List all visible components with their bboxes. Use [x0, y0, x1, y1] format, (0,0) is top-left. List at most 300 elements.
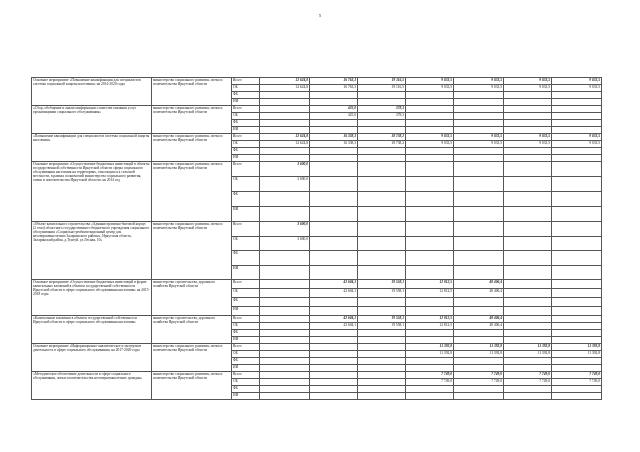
amount-cell — [260, 99, 310, 106]
amount-cell: 12 624,8 — [260, 141, 310, 148]
amount-cell — [260, 207, 310, 222]
measure-description: «Методическое обеспечение деятельности в сфере социального обслуживания, опеки и попечительства несовершеннолетних граждан» — [32, 372, 152, 400]
amount-cell — [310, 393, 358, 400]
amount-cell — [552, 323, 602, 330]
amount-cell — [310, 127, 358, 134]
amount-cell — [454, 337, 504, 344]
amount-cell — [358, 251, 406, 266]
amount-cell — [504, 120, 552, 127]
funding-source: ИИ — [232, 155, 260, 162]
amount-cell — [358, 222, 406, 237]
executor-cell: министерство социального развития, опеки и попечительства Иркутской области — [152, 106, 232, 134]
amount-cell — [406, 192, 454, 207]
executor-cell: министерство социального развития, опеки и попечительства Иркутской области — [152, 222, 232, 280]
funding-source: Всего — [232, 316, 260, 323]
amount-cell — [310, 207, 358, 222]
amount-cell — [552, 337, 602, 344]
amount-cell: 12 624,8 — [260, 134, 310, 141]
funding-source: ОБ — [232, 141, 260, 148]
amount-cell — [406, 127, 454, 134]
amount-cell — [358, 358, 406, 365]
amount-cell — [504, 236, 552, 251]
amount-cell — [454, 162, 504, 177]
amount-cell — [358, 298, 406, 307]
amount-cell: 12 624,8 — [260, 78, 310, 85]
amount-cell: 378,3 — [358, 106, 406, 113]
amount-cell — [260, 113, 310, 120]
amount-cell — [454, 99, 504, 106]
amount-cell — [310, 344, 358, 351]
amount-cell: 48 406,4 — [454, 316, 504, 323]
amount-cell — [504, 358, 552, 365]
amount-cell — [454, 307, 504, 316]
funding-source: ИИ — [232, 99, 260, 106]
amount-cell — [310, 386, 358, 393]
amount-cell: 16 338,3 — [310, 141, 358, 148]
funding-source: Всего — [232, 280, 260, 289]
amount-cell — [552, 177, 602, 192]
amount-cell — [552, 307, 602, 316]
measure-description: «Объект капитального строительства «Административно-бытовой корпус (2 этап) областного государственного бюджетного учреждения социального обслуживания «Социально-реабилитационный центр для несовершеннолетних Заларинского района», Иркутская область, Заларинский район, д.Тунгуй, ул.Лесная, 10» — [32, 222, 152, 280]
amount-cell — [260, 106, 310, 113]
amount-cell — [504, 148, 552, 155]
measure-description: «Повышение квалификации для специалистов системы социальной защиты населения» — [32, 134, 152, 162]
amount-cell — [454, 120, 504, 127]
amount-cell — [310, 120, 358, 127]
funding-source: Всего — [232, 78, 260, 85]
amount-cell: 3 600,0 — [260, 222, 310, 237]
amount-cell — [552, 99, 602, 106]
amount-cell — [454, 192, 504, 207]
amount-cell — [260, 344, 310, 351]
amount-cell — [504, 298, 552, 307]
funding-source: ИИ — [232, 365, 260, 372]
amount-cell — [552, 358, 602, 365]
amount-cell — [552, 298, 602, 307]
amount-cell: 9 033,5 — [406, 141, 454, 148]
amount-cell — [406, 113, 454, 120]
amount-cell: 12 624,8 — [260, 85, 310, 92]
amount-cell — [406, 207, 454, 222]
amount-cell: 12 812,5 — [406, 323, 454, 330]
amount-cell — [504, 251, 552, 266]
amount-cell: 19 558,1 — [358, 316, 406, 323]
amount-cell: 19 558,1 — [358, 280, 406, 289]
amount-cell — [552, 280, 602, 289]
amount-cell: 9 033,5 — [552, 78, 602, 85]
amount-cell — [454, 236, 504, 251]
amount-cell — [454, 222, 504, 237]
amount-cell: 7 749,0 — [406, 379, 454, 386]
amount-cell — [406, 236, 454, 251]
amount-cell — [552, 330, 602, 337]
amount-cell: 9 033,5 — [454, 78, 504, 85]
amount-cell — [552, 316, 602, 323]
amount-cell — [310, 298, 358, 307]
funding-source: Всего — [232, 134, 260, 141]
amount-cell — [260, 155, 310, 162]
amount-cell — [504, 113, 552, 120]
amount-cell: 7 749,0 — [504, 379, 552, 386]
amount-cell — [406, 99, 454, 106]
amount-cell — [260, 280, 310, 289]
amount-cell: 425,0 — [310, 106, 358, 113]
funding-source: ИИ — [232, 127, 260, 134]
amount-cell — [504, 99, 552, 106]
amount-cell — [406, 120, 454, 127]
amount-cell — [358, 379, 406, 386]
amount-cell — [310, 162, 358, 177]
amount-cell: 3 600,0 — [260, 236, 310, 251]
table-row — [32, 280, 602, 289]
amount-cell — [358, 148, 406, 155]
amount-cell — [260, 393, 310, 400]
amount-cell — [454, 155, 504, 162]
funding-source: ФБ — [232, 386, 260, 393]
amount-cell — [552, 386, 602, 393]
amount-cell: 11 392,8 — [454, 344, 504, 351]
amount-cell: 9 033,5 — [552, 85, 602, 92]
executor-cell: министерство социального развития, опеки и попечительства Иркутской области — [152, 162, 232, 222]
amount-cell — [260, 316, 310, 323]
amount-cell — [552, 251, 602, 266]
funding-source: ОБ — [232, 236, 260, 251]
amount-cell — [406, 307, 454, 316]
executor-cell: министерство социального развития, опеки и попечительства Иркутской области — [152, 344, 232, 372]
amount-cell — [310, 351, 358, 358]
amount-cell — [454, 358, 504, 365]
amount-cell — [260, 265, 310, 280]
amount-cell — [454, 113, 504, 120]
funding-source: ИИ — [232, 337, 260, 344]
amount-cell — [406, 265, 454, 280]
amount-cell — [310, 265, 358, 280]
table-row — [32, 316, 602, 323]
funding-source: Всего — [232, 106, 260, 113]
amount-cell — [504, 280, 552, 289]
amount-cell: 11 392,8 — [454, 351, 504, 358]
amount-cell — [358, 207, 406, 222]
executor-cell: министерство социального развития, опеки и попечительства Иркутской области — [152, 372, 232, 400]
amount-cell — [552, 92, 602, 99]
amount-cell: 16 763,3 — [310, 85, 358, 92]
amount-cell — [504, 106, 552, 113]
amount-cell — [260, 337, 310, 344]
amount-cell: 11 392,8 — [406, 344, 454, 351]
funding-source: ФБ — [232, 92, 260, 99]
funding-source: Всего — [232, 372, 260, 379]
amount-cell: 11 392,8 — [406, 351, 454, 358]
amount-cell — [454, 106, 504, 113]
amount-cell — [504, 330, 552, 337]
amount-cell — [310, 379, 358, 386]
amount-cell — [504, 222, 552, 237]
amount-cell — [358, 162, 406, 177]
amount-cell: 12 812,5 — [406, 280, 454, 289]
amount-cell — [504, 207, 552, 222]
amount-cell — [454, 386, 504, 393]
amount-cell — [406, 386, 454, 393]
amount-cell — [504, 337, 552, 344]
amount-cell — [358, 155, 406, 162]
funding-source: Всего — [232, 222, 260, 237]
funding-source: ФБ — [232, 192, 260, 207]
executor-cell: министерство социального развития, опеки и попечительства Иркутской области — [152, 78, 232, 106]
amount-cell — [454, 148, 504, 155]
amount-cell — [406, 162, 454, 177]
amount-cell — [406, 106, 454, 113]
amount-cell — [358, 393, 406, 400]
amount-cell — [406, 155, 454, 162]
measure-description: Основное мероприятие «Информационно-аналитическое и экспертное деятельность в сфере социального обслуживания» на 2017-2020 годы — [32, 344, 152, 372]
measure-description: «Сбор, обобщение и анализ информации о качестве оказания услуг организациями социального обслуживания» — [32, 106, 152, 134]
amount-cell: 9 033,5 — [504, 85, 552, 92]
amount-cell: 9 033,5 — [552, 141, 602, 148]
amount-cell: 9 033,5 — [406, 78, 454, 85]
amount-cell: 425,0 — [310, 113, 358, 120]
amount-cell — [310, 337, 358, 344]
funding-source: ИИ — [232, 207, 260, 222]
amount-cell — [504, 127, 552, 134]
amount-cell — [358, 99, 406, 106]
amount-cell — [260, 386, 310, 393]
funding-source: ФБ — [232, 148, 260, 155]
amount-cell — [406, 337, 454, 344]
amount-cell: 7 749,0 — [504, 372, 552, 379]
funding-source: ИИ — [232, 265, 260, 280]
amount-cell — [310, 92, 358, 99]
amount-cell — [260, 120, 310, 127]
amount-cell — [310, 155, 358, 162]
amount-cell — [310, 372, 358, 379]
funding-source: ИИ — [232, 393, 260, 400]
table-row — [32, 162, 602, 177]
measure-description: Основное мероприятие «Осуществление бюджетных инвестиций в форме капитальных вложений в объекты государственной собственности Иркутской области в сфере социального обслуживания населения» на 2015-2018 годы — [32, 280, 152, 316]
amount-cell — [358, 372, 406, 379]
amount-cell — [504, 177, 552, 192]
funding-source: ОБ — [232, 289, 260, 298]
table-row — [32, 134, 602, 141]
amount-cell — [358, 330, 406, 337]
amount-cell — [406, 365, 454, 372]
executor-cell: министерство строительства, дорожного хозяйства Иркутской области — [152, 280, 232, 316]
amount-cell — [454, 177, 504, 192]
amount-cell: 9 033,5 — [504, 141, 552, 148]
amount-cell — [260, 192, 310, 207]
amount-cell — [552, 207, 602, 222]
funding-source: ОБ — [232, 351, 260, 358]
amount-cell — [552, 148, 602, 155]
funding-source: ОБ — [232, 323, 260, 330]
amount-cell: 48 406,4 — [454, 280, 504, 289]
table-row — [32, 344, 602, 351]
amount-cell: 3 600,0 — [260, 177, 310, 192]
amount-cell — [358, 177, 406, 192]
amount-cell — [454, 393, 504, 400]
amount-cell: 9 033,5 — [406, 134, 454, 141]
amount-cell: 9 033,5 — [454, 141, 504, 148]
amount-cell — [310, 222, 358, 237]
amount-cell: 18 738,2 — [358, 141, 406, 148]
funding-source: ОБ — [232, 379, 260, 386]
amount-cell — [260, 289, 310, 298]
funding-source: ФБ — [232, 251, 260, 266]
executor-cell: министерство строительства, дорожного хозяйства Иркутской области — [152, 316, 232, 344]
table-row — [32, 222, 602, 237]
amount-cell — [260, 298, 310, 307]
amount-cell — [504, 393, 552, 400]
amount-cell — [504, 323, 552, 330]
amount-cell — [358, 236, 406, 251]
amount-cell — [454, 127, 504, 134]
amount-cell — [358, 344, 406, 351]
amount-cell — [406, 393, 454, 400]
amount-cell — [406, 330, 454, 337]
funding-source: ОБ — [232, 177, 260, 192]
funding-source: ФБ — [232, 358, 260, 365]
amount-cell: 12 812,5 — [406, 316, 454, 323]
table-row — [32, 106, 602, 113]
amount-cell — [552, 155, 602, 162]
measure-description: «Капитальные вложения в объекты государственной собственности Иркутской области в сфере социального обслуживания населения» — [32, 316, 152, 344]
funding-source: ИИ — [232, 307, 260, 316]
amount-cell — [310, 148, 358, 155]
amount-cell — [552, 106, 602, 113]
amount-cell — [310, 307, 358, 316]
amount-cell — [454, 265, 504, 280]
amount-cell: 11 392,8 — [504, 344, 552, 351]
amount-cell — [552, 365, 602, 372]
amount-cell — [552, 265, 602, 280]
amount-cell: 7 749,0 — [454, 379, 504, 386]
funding-source: ОБ — [232, 113, 260, 120]
amount-cell: 16 763,3 — [310, 78, 358, 85]
amount-cell — [260, 307, 310, 316]
amount-cell — [406, 298, 454, 307]
amount-cell — [310, 177, 358, 192]
amount-cell — [260, 323, 310, 330]
amount-cell — [310, 358, 358, 365]
funding-source: Всего — [232, 344, 260, 351]
executor-cell: министерство социального развития, опеки и попечительства Иркутской области — [152, 134, 232, 162]
amount-cell — [406, 177, 454, 192]
amount-cell — [454, 92, 504, 99]
amount-cell: 42 604,1 — [310, 316, 358, 323]
amount-cell — [310, 236, 358, 251]
amount-cell — [552, 236, 602, 251]
amount-cell: 19 116,5 — [358, 78, 406, 85]
amount-cell — [454, 207, 504, 222]
amount-cell: 9 033,5 — [552, 134, 602, 141]
amount-cell — [358, 92, 406, 99]
amount-cell — [406, 222, 454, 237]
amount-cell — [406, 358, 454, 365]
page-number: 5 — [318, 13, 322, 18]
amount-cell: 19 116,5 — [358, 85, 406, 92]
amount-cell — [260, 127, 310, 134]
amount-cell — [260, 351, 310, 358]
amount-cell — [406, 92, 454, 99]
amount-cell: 9 033,5 — [454, 134, 504, 141]
amount-cell — [260, 251, 310, 266]
amount-cell: 378,3 — [358, 113, 406, 120]
amount-cell — [358, 265, 406, 280]
amount-cell: 7 749,0 — [552, 379, 602, 386]
amount-cell — [358, 337, 406, 344]
table-row — [32, 78, 602, 85]
amount-cell: 9 033,5 — [454, 85, 504, 92]
amount-cell: 19 558,1 — [358, 323, 406, 330]
amount-cell: 9 033,5 — [504, 134, 552, 141]
amount-cell — [552, 222, 602, 237]
amount-cell — [504, 192, 552, 207]
amount-cell — [406, 148, 454, 155]
amount-cell: 11 392,8 — [552, 351, 602, 358]
amount-cell — [358, 365, 406, 372]
amount-cell: 7 749,0 — [454, 372, 504, 379]
amount-cell — [310, 251, 358, 266]
amount-cell — [260, 379, 310, 386]
amount-cell — [552, 162, 602, 177]
measure-description: Основное мероприятие «Осуществление бюджетных инвестиций в объекты государственной собственности Иркутской области сферы социального обслуживания населения на территориях, относящихся к сельской местности, в рамках полномочий министерства социального развития, опеки и попечительства Иркутской области» на 2014 год — [32, 162, 152, 222]
amount-cell: 19 558,1 — [358, 289, 406, 298]
amount-cell: 42 604,1 — [310, 289, 358, 298]
amount-cell: 9 033,5 — [504, 78, 552, 85]
amount-cell — [310, 192, 358, 207]
amount-cell: 18 738,2 — [358, 134, 406, 141]
amount-cell — [260, 372, 310, 379]
amount-cell — [358, 127, 406, 134]
funding-source: ОБ — [232, 85, 260, 92]
amount-cell — [504, 289, 552, 298]
amount-cell — [310, 365, 358, 372]
amount-cell — [260, 358, 310, 365]
amount-cell — [504, 92, 552, 99]
amount-cell — [454, 298, 504, 307]
amount-cell: 48 406,4 — [454, 289, 504, 298]
amount-cell — [358, 351, 406, 358]
amount-cell — [454, 330, 504, 337]
funding-source: ФБ — [232, 120, 260, 127]
amount-cell: 3 600,0 — [260, 162, 310, 177]
amount-cell — [358, 307, 406, 316]
amount-cell — [358, 386, 406, 393]
amount-cell — [552, 127, 602, 134]
amount-cell — [260, 148, 310, 155]
amount-cell — [310, 330, 358, 337]
amount-cell: 42 604,1 — [310, 280, 358, 289]
amount-cell: 48 406,4 — [454, 323, 504, 330]
amount-cell — [260, 365, 310, 372]
amount-cell — [552, 120, 602, 127]
measure-description: Основное мероприятие «Повышение квалификации для специалистов системы социальной защиты населения» на 2014-2020 годы — [32, 78, 152, 106]
amount-cell — [504, 265, 552, 280]
amount-cell: 7 749,0 — [406, 372, 454, 379]
amount-cell — [358, 120, 406, 127]
funding-source: Всего — [232, 162, 260, 177]
amount-cell: 42 604,1 — [310, 323, 358, 330]
amount-cell — [504, 162, 552, 177]
amount-cell: 11 392,8 — [504, 351, 552, 358]
amount-cell — [406, 251, 454, 266]
amount-cell — [454, 251, 504, 266]
amount-cell: 11 392,8 — [552, 344, 602, 351]
amount-cell: 12 812,5 — [406, 289, 454, 298]
amount-cell — [504, 155, 552, 162]
amount-cell: 16 338,3 — [310, 134, 358, 141]
amount-cell — [310, 99, 358, 106]
amount-cell — [552, 192, 602, 207]
